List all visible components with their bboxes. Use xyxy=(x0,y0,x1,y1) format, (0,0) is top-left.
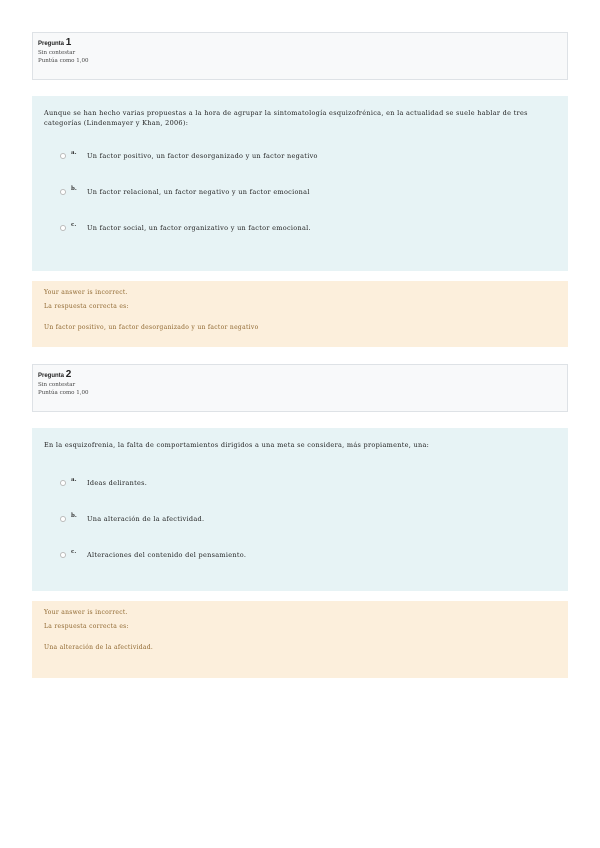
feedback-status: Your answer is incorrect. xyxy=(44,289,128,296)
radio-button[interactable] xyxy=(60,552,66,558)
question-number-line xyxy=(38,370,562,381)
answer-options xyxy=(44,151,556,259)
option-text: Un factor social, un factor organizativo y un factor emocional. xyxy=(87,224,311,232)
feedback-label: La respuesta correcta es: xyxy=(44,303,129,310)
option-text: Un factor positivo, un factor desorganizado y un factor negativo xyxy=(87,152,318,160)
option-letter: b. xyxy=(71,186,77,192)
question-number: 2 xyxy=(65,369,72,380)
radio-button[interactable] xyxy=(60,480,66,486)
question-info-1 xyxy=(32,32,568,80)
answer-option-b[interactable] xyxy=(44,187,556,223)
question-label: Pregunta xyxy=(38,41,65,47)
answer-option-a[interactable] xyxy=(44,478,556,514)
question-label: Pregunta xyxy=(38,373,65,379)
option-letter: b. xyxy=(71,513,77,519)
question-content-1 xyxy=(32,96,568,271)
correct-answer-text: Un factor positivo, un factor desorganizado y un factor negativo xyxy=(44,324,259,331)
option-text: Una alteración de la afectividad. xyxy=(87,515,205,523)
radio-button[interactable] xyxy=(60,225,66,231)
feedback-label: La respuesta correcta es: xyxy=(44,623,129,630)
feedback-box-2 xyxy=(32,601,568,678)
feedback-status: Your answer is incorrect. xyxy=(44,609,128,616)
option-letter: a. xyxy=(71,477,77,483)
answer-option-c[interactable] xyxy=(44,550,556,586)
feedback-box-1 xyxy=(32,281,568,347)
correct-answer-text: Una alteración de la afectividad. xyxy=(44,644,154,651)
question-status: Sin contestar xyxy=(38,50,76,56)
option-text: Un factor relacional, un factor negativo y un factor emocional xyxy=(87,188,310,196)
answer-options xyxy=(44,478,556,586)
question-text: En la esquizofrenia, la falta de comportamientos dirigidos a una meta se considera, más propiamente, una: xyxy=(44,441,430,449)
radio-button[interactable] xyxy=(60,153,66,159)
question-text: Aunque se han hecho varias propuestas a la hora de agrupar la sintomatología esquizofrénica, en la actualidad se suele hablar de tres categorías (Lindenmayer y Khan, 2006): xyxy=(44,109,528,127)
option-letter: c. xyxy=(71,222,77,228)
question-info-2 xyxy=(32,364,568,412)
question-number: 1 xyxy=(65,37,72,48)
option-letter: c. xyxy=(71,549,77,555)
option-text: Ideas delirantes. xyxy=(87,479,148,487)
option-letter: a. xyxy=(71,150,77,156)
answer-option-a[interactable] xyxy=(44,151,556,187)
question-status: Sin contestar xyxy=(38,382,76,388)
question-content-2 xyxy=(32,428,568,591)
question-grade: Puntúa como 1,00 xyxy=(38,390,89,396)
question-number-line xyxy=(38,38,562,49)
radio-button[interactable] xyxy=(60,189,66,195)
question-grade: Puntúa como 1,00 xyxy=(38,58,89,64)
answer-option-c[interactable] xyxy=(44,223,556,259)
option-text: Alteraciones del contenido del pensamiento. xyxy=(87,551,247,559)
radio-button[interactable] xyxy=(60,516,66,522)
answer-option-b[interactable] xyxy=(44,514,556,550)
